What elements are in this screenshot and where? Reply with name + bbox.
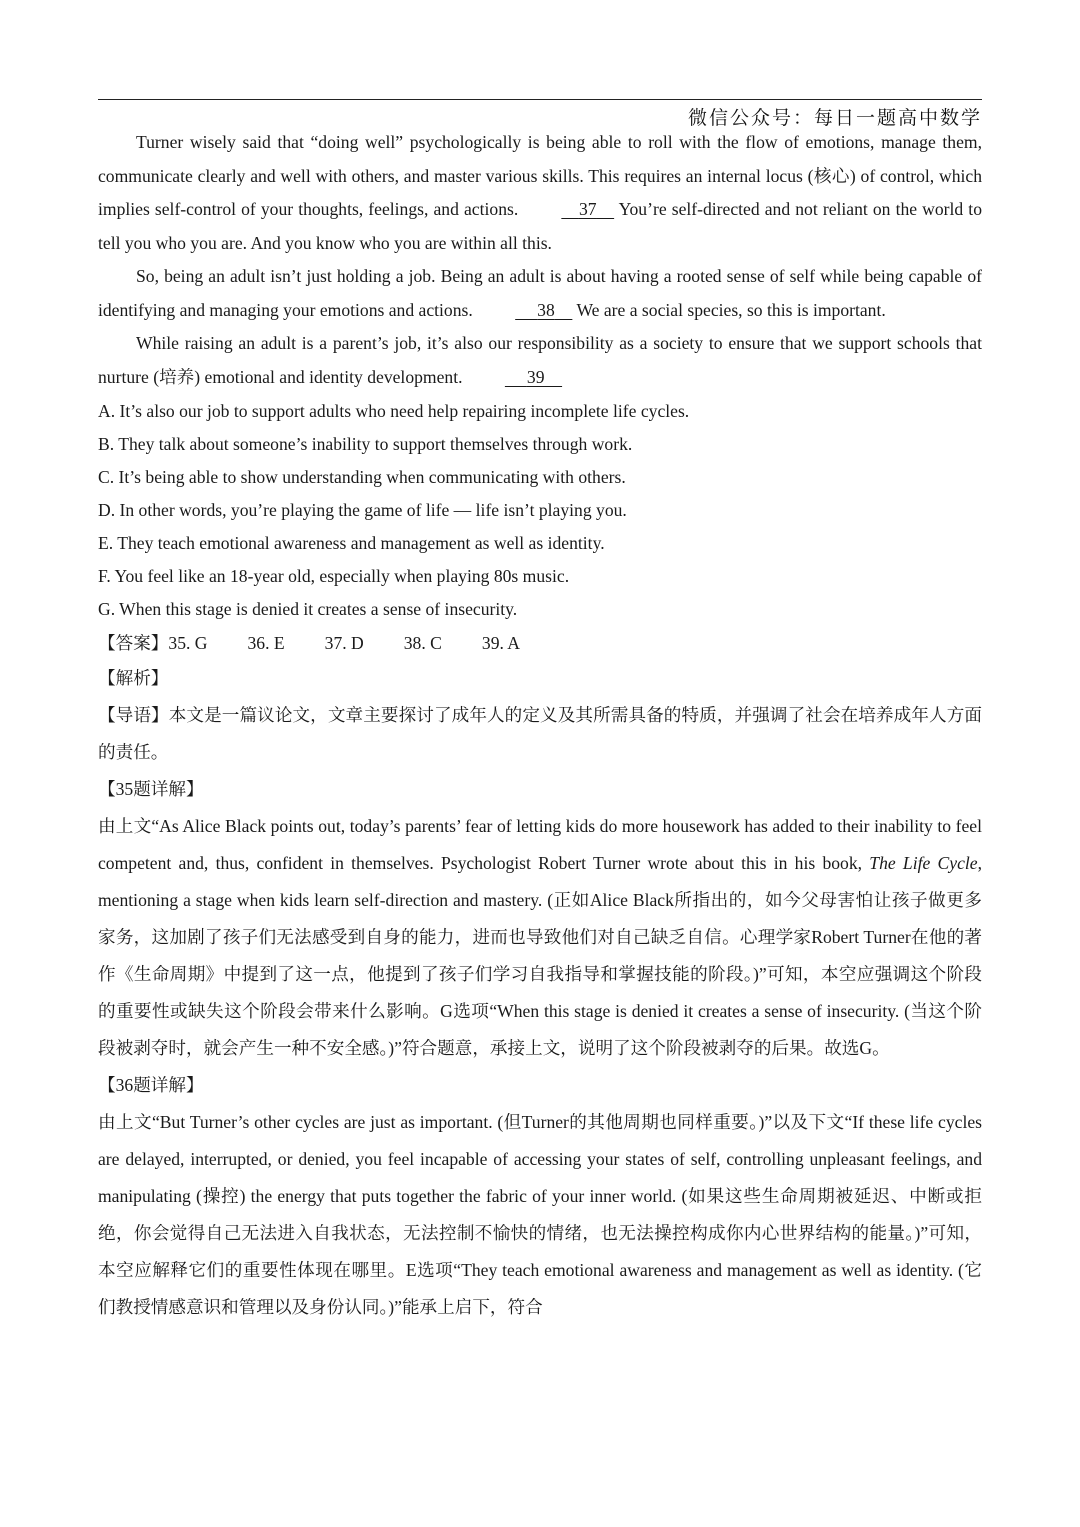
guide-text: 本文是一篇议论文，文章主要探讨了成年人的定义及其所需具备的特质，并强调了社会在培养成年人方面的责任。 [98, 705, 982, 762]
guide-paragraph [98, 697, 982, 771]
answer-39: 39. A [481, 633, 521, 653]
option-e: E. They teach emotional awareness and management as well as identity. [98, 533, 605, 553]
document-body [98, 126, 982, 1326]
blank-number: 37 [578, 199, 597, 219]
q35-explanation [98, 808, 982, 1067]
passage-paragraph-1 [98, 126, 982, 260]
q35-text: , mentioning a stage when kids learn self-direction and mastery. (正如Alice Black所指出的，如今父母害怕让孩子做更多家务，这加剧了孩子们无法感受到自身的能力，进而也导致他们对自己缺乏自信。心理学家Robert Turner在他的著作《生命周期》中提到了这一点，他提到了孩子们学习自我指导和掌握技能的阶段。)”可知，本空应强调这个阶段的重要性或缺失这个阶段会带来什么影响。G选项“When this stage is denied it creates a sense of insecurity. (当这个阶段被剥夺时，就会产生一种不安全感。)”符合题意，承接上文，说明了这个阶段被剥夺的后果。故选G。 [98, 853, 983, 1058]
passage-paragraph-2 [98, 260, 982, 327]
header-watermark: 微信公众号：每日一题高中数学 [687, 107, 982, 129]
answer-35: 35. G [168, 633, 208, 653]
blank-number: 39 [526, 366, 545, 387]
option-f: F. You feel like an 18-year old, especially when playing 80s music. [98, 566, 570, 586]
option-c: C. It’s being able to show understanding when communicating with others. [98, 467, 626, 487]
passage-paragraph-3 [98, 327, 982, 394]
passage-text: While raising an adult is a parent’s job, it’s also our responsibility as a society to ensure that we support schools that nurture (培养) emotional and identity development. [98, 333, 982, 387]
passage-text: You’re self-directed and not reliant on the world to tell you who you are. And you know who you are within all this. [98, 199, 982, 253]
blank-38 [477, 294, 572, 328]
answer-label: 【答案】 [98, 633, 169, 653]
q35-label: 【35题详解】 [98, 779, 204, 799]
answer-line [98, 626, 982, 660]
blank-37 [523, 193, 614, 227]
options-list [98, 395, 982, 626]
answer-38: 38. C [403, 633, 442, 653]
passage-text: So, being an adult isn’t just holding a job. Being an adult is about having a rooted sense of self while being capable of identifying and managing your emotions and actions. [98, 266, 982, 320]
option-a: A. It’s also our job to support adults who need help repairing incomplete life cycles. [98, 401, 690, 421]
header-rule [98, 99, 982, 100]
passage-text: We are a social species, so this is important. [572, 299, 886, 320]
analysis-label: 【解析】 [98, 668, 169, 688]
blank-39 [467, 361, 562, 395]
option-d: D. In other words, you’re playing the game of life — life isn’t playing you. [98, 500, 627, 520]
q36-explanation: 由上文“But Turner’s other cycles are just as important. (但Turner的其他周期也同样重要。)”以及下文“If these life cycles are delayed, interrupted, or denied, you feel incapable of accessing your states of self, controlling unpleasant feelings, and manipulating (操控) the energy that puts together the fabric of your inner world. (如果这些生命周期被延迟、中断或拒绝，你会觉得自己无法进入自我状态，无法控制不愉快的情绪，也无法操控构成你内心世界结构的能量。)”可知，本空应解释它们的重要性体现在哪里。E选项“They teach emotional awareness and management as well as identity. (它们教授情感意识和管理以及身份认同。)”能承上启下，符合 [98, 1112, 982, 1317]
q35-text: 由上文“As Alice Black points out, today’s parents’ fear of letting kids do more housework has added to their inability to feel competent and, thus, confident in themselves. Psychologist Robert Turner wrote about this in his book, [98, 816, 982, 873]
answer-37: 37. D [324, 633, 364, 653]
book-title: The Life Cycle [869, 853, 978, 873]
blank-number: 38 [537, 299, 555, 320]
option-b: B. They talk about someone’s inability to support themselves through work. [98, 434, 633, 454]
option-g: G. When this stage is denied it creates a sense of insecurity. [98, 599, 518, 619]
q36-label: 【36题详解】 [98, 1075, 204, 1095]
answer-36: 36. E [247, 633, 285, 653]
passage-text: Turner wisely said that “doing well” psychologically is being able to roll with the flow of emotions, manage them, communicate clearly and well with others, and master various skills. This requires an internal locus (核心) of control, which implies self-control of your thoughts, feelings, and actions. [98, 132, 982, 219]
guide-label: 【导语】 [98, 705, 169, 725]
